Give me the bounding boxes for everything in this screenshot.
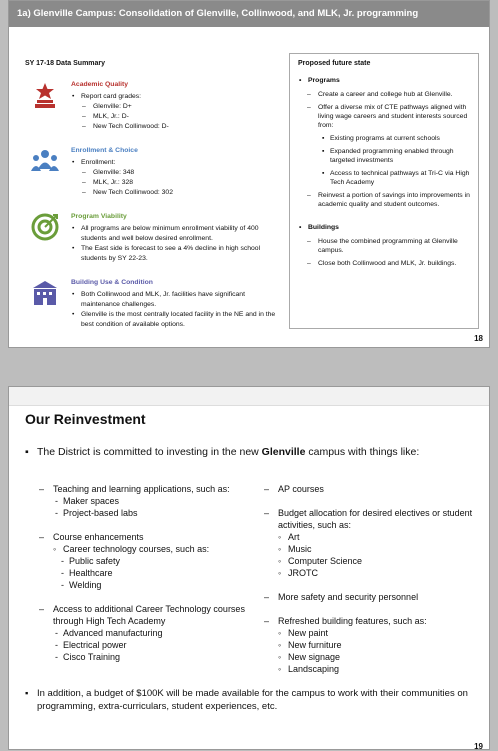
slide-19 <box>8 386 490 750</box>
list-item: ◦ New paint <box>264 627 479 639</box>
proposed-future-state-box <box>289 53 479 329</box>
bullet: • The East side is forecast to see a 4% decline in high school students by SY 22-23. <box>71 244 281 264</box>
list-item: - Welding <box>39 579 259 591</box>
list-item: ▪ Expanded programming enabled through targeted investments <box>298 147 472 165</box>
list-item: - Electrical power <box>39 639 259 651</box>
list-item: – New Tech Collinwood: D- <box>71 122 281 132</box>
list-item: – MLK, Jr.: 328 <box>71 178 281 188</box>
list-item: – Close both Collinwood and MLK, Jr. buildings. <box>298 259 472 268</box>
bullet: • Glenville is the most centrally located facility in the NE and in the best condition of available options. <box>71 310 281 330</box>
people-group-icon <box>31 147 59 175</box>
footer-text: ▪ In addition, a budget of $100K will be made available for the campus to work with their communities on programming, extra-curriculars, student experiences, etc. <box>37 688 468 712</box>
list-item: ◦ New furniture <box>264 639 479 651</box>
list-heading: – Teaching and learning applications, such as: <box>39 483 259 495</box>
list-heading: – Refreshed building features, such as: <box>264 615 479 627</box>
list-subheading: ◦ Career technology courses, such as: <box>39 543 259 555</box>
intro-text-end: campus with things like: <box>305 446 420 458</box>
page-number: 18 <box>474 334 483 343</box>
academic-quality-section <box>31 81 281 141</box>
list-item: ◦ Art <box>264 531 479 543</box>
building-use-section <box>31 279 281 334</box>
list-item: ◦ JROTC <box>264 567 479 579</box>
bullet: • Both Collinwood and MLK, Jr. facilities have significant maintenance challenges. <box>71 290 281 310</box>
bullet: • All programs are below minimum enrollment viability of 400 students and well below desired enrollment. <box>71 224 281 244</box>
programs-heading: • Programs <box>298 76 472 86</box>
bullet: • Report card grades: <box>71 92 281 102</box>
list-item: – MLK, Jr.: D- <box>71 112 281 122</box>
list-heading: – Access to additional Career Technology courses through High Tech Academy <box>39 603 259 627</box>
section-title: Academic Quality <box>71 81 129 88</box>
footer-bullet <box>25 687 475 713</box>
bullet: • Enrollment: <box>71 158 281 168</box>
enrollment-section <box>31 147 281 207</box>
list-item: – House the combined programming at Glenville campus. <box>298 237 472 255</box>
section-title: Building Use & Condition <box>71 279 153 286</box>
list-item: - Cisco Training <box>39 651 259 663</box>
list-item: - Healthcare <box>39 567 259 579</box>
box-title: Proposed future state <box>298 60 371 67</box>
slide-header: 1a) Glenville Campus: Consolidation of Glenville, Collinwood, and MLK, Jr. programming <box>9 1 489 27</box>
section-title: Enrollment & Choice <box>71 147 138 154</box>
program-viability-section <box>31 213 281 273</box>
list-item: - Advanced manufacturing <box>39 627 259 639</box>
list-item: ◦ Music <box>264 543 479 555</box>
list-item: - Project-based labs <box>39 507 259 519</box>
left-column <box>39 483 259 675</box>
list-item: – Glenville: 348 <box>71 168 281 178</box>
intro-text: The District is committed to investing in the new <box>37 446 262 458</box>
list-heading: – Budget allocation for desired electives or student activities, such as: <box>264 507 479 531</box>
list-item: – Glenville: D+ <box>71 102 281 112</box>
list-item: ◦ Computer Science <box>264 555 479 567</box>
list-item: – New Tech Collinwood: 302 <box>71 188 281 198</box>
intro-bold: Glenville <box>261 446 306 458</box>
list-item: – Create a career and college hub at Glenville. <box>298 90 472 99</box>
slide-18 <box>8 0 490 348</box>
intro-bullet <box>25 445 475 459</box>
section-title: Program Viability <box>71 213 127 220</box>
list-item: - Public safety <box>39 555 259 567</box>
list-item: – Offer a diverse mix of CTE pathways aligned with living wage careers and student interests sourced from: <box>298 103 472 130</box>
slide-title: Our Reinvestment <box>25 411 146 427</box>
page-number: 19 <box>474 742 483 751</box>
data-summary-title: SY 17-18 Data Summary <box>25 60 106 67</box>
list-item: ▪ Existing programs at current schools <box>298 134 472 143</box>
buildings-heading: • Buildings <box>298 223 472 233</box>
slide-header-bar <box>9 387 489 406</box>
list-item: – Reinvest a portion of savings into improvements in academic quality and student outcomes. <box>298 191 472 209</box>
award-podium-icon <box>31 81 59 109</box>
list-heading: – AP courses <box>264 483 479 495</box>
list-heading: – Course enhancements <box>39 531 259 543</box>
list-heading: – More safety and security personnel <box>264 591 479 603</box>
list-item: ◦ Landscaping <box>264 663 479 675</box>
list-item: ◦ New signage <box>264 651 479 663</box>
list-item: - Maker spaces <box>39 495 259 507</box>
school-building-icon <box>31 279 59 307</box>
list-item: ▪ Access to technical pathways at Tri-C via High Tech Academy <box>298 169 472 187</box>
target-icon <box>31 213 59 241</box>
right-column <box>264 483 479 687</box>
